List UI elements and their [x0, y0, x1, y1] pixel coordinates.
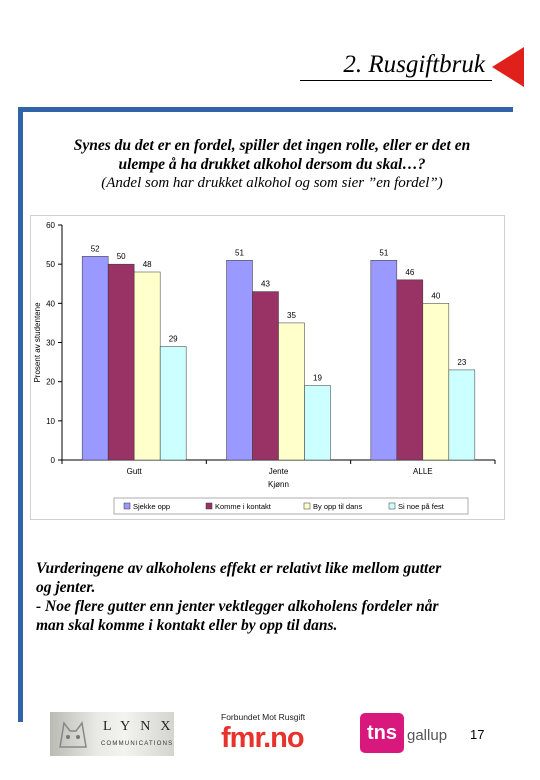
- bar: [82, 256, 108, 460]
- data-label: 51: [235, 248, 244, 258]
- bar: [227, 260, 253, 460]
- data-label: 29: [168, 334, 178, 344]
- lynx-cat-icon: [56, 717, 90, 751]
- lynx-wordmark: LYNX: [103, 719, 181, 734]
- survey-question: [30, 136, 514, 193]
- bar: [253, 292, 279, 460]
- y-tick-label: 60: [46, 221, 55, 230]
- bar: [449, 370, 475, 460]
- bar-chart: [30, 215, 505, 520]
- fmr-logo: [221, 712, 331, 752]
- data-label: 48: [142, 260, 152, 269]
- conclusion-line-3: - Noe flere gutter enn jenter vektlegger alkoholens fordeler når: [36, 598, 439, 615]
- lynx-logo: [50, 712, 181, 756]
- bar: [279, 323, 305, 460]
- conclusion-line-4: man skal komme i kontakt eller by opp til dans.: [36, 617, 338, 634]
- bar: [108, 264, 134, 460]
- frame-top-border: [18, 107, 513, 112]
- arrow-left-icon[interactable]: [492, 47, 524, 87]
- data-label: 43: [261, 279, 270, 289]
- data-label: 19: [313, 373, 322, 383]
- y-tick-label: 50: [46, 260, 55, 270]
- x-tick-label: Jente: [268, 467, 289, 476]
- conclusion-line-1: Vurderingene av alkoholens effekt er relativt like mellom gutter: [36, 560, 442, 577]
- conclusion-line-2: og jenter.: [36, 579, 96, 596]
- data-label: 46: [405, 267, 415, 277]
- y-axis-label: Prosent av studentene: [33, 302, 42, 383]
- section-title: 2. Rusgiftbruk: [343, 51, 485, 78]
- tns-gallup-logo: [360, 713, 460, 753]
- data-label: 35: [287, 310, 296, 320]
- gallup-wordmark: gallup: [407, 727, 448, 744]
- legend-swatch: [304, 503, 310, 509]
- x-tick-label: Gutt: [126, 467, 142, 476]
- fmr-wordmark: fmr.no: [221, 722, 304, 754]
- legend-label: By opp til dans: [313, 502, 363, 511]
- lynx-subtitle: COMMUNICATIONS: [101, 741, 174, 747]
- page-number: 17: [470, 727, 485, 742]
- legend-swatch: [206, 503, 212, 509]
- question-subtitle: (Andel som har drukket alkohol og som sier ”en fordel”): [101, 175, 443, 191]
- question-line-1: Synes du det er en fordel, spiller det ingen rolle, eller er det en: [73, 137, 471, 154]
- y-tick-label: 40: [46, 299, 55, 309]
- question-line-2: ulempe å ha drukket alkohol dersom du skal…?: [118, 156, 426, 173]
- x-axis-label: Kjønn: [268, 480, 289, 489]
- legend-swatch: [389, 503, 395, 509]
- bar: [134, 272, 160, 460]
- data-label: 50: [116, 252, 126, 262]
- legend-label: Si noe på fest: [398, 502, 444, 511]
- y-tick-label: 0: [50, 456, 55, 465]
- y-tick-label: 10: [46, 416, 55, 426]
- bar: [305, 386, 331, 460]
- bar: [397, 280, 423, 460]
- conclusion-text: [36, 559, 516, 635]
- legend-label: Komme i kontakt: [215, 502, 271, 511]
- legend-label: Sjekke opp: [133, 502, 171, 511]
- data-label: 40: [431, 291, 441, 301]
- y-tick-label: 30: [46, 338, 55, 348]
- data-label: 52: [90, 244, 100, 254]
- title-underline: [300, 80, 492, 81]
- fmr-org-name: Forbundet Mot Rusgift: [221, 712, 306, 722]
- bar: [423, 303, 449, 460]
- y-tick-label: 20: [46, 377, 55, 387]
- x-tick-label: ALLE: [413, 467, 433, 476]
- data-label: 23: [457, 357, 467, 367]
- data-label: 51: [379, 248, 389, 258]
- bar: [371, 260, 397, 460]
- bar: [160, 346, 186, 460]
- legend-swatch: [124, 503, 130, 509]
- frame-left-border: [18, 107, 23, 722]
- tns-wordmark: tns: [360, 713, 404, 753]
